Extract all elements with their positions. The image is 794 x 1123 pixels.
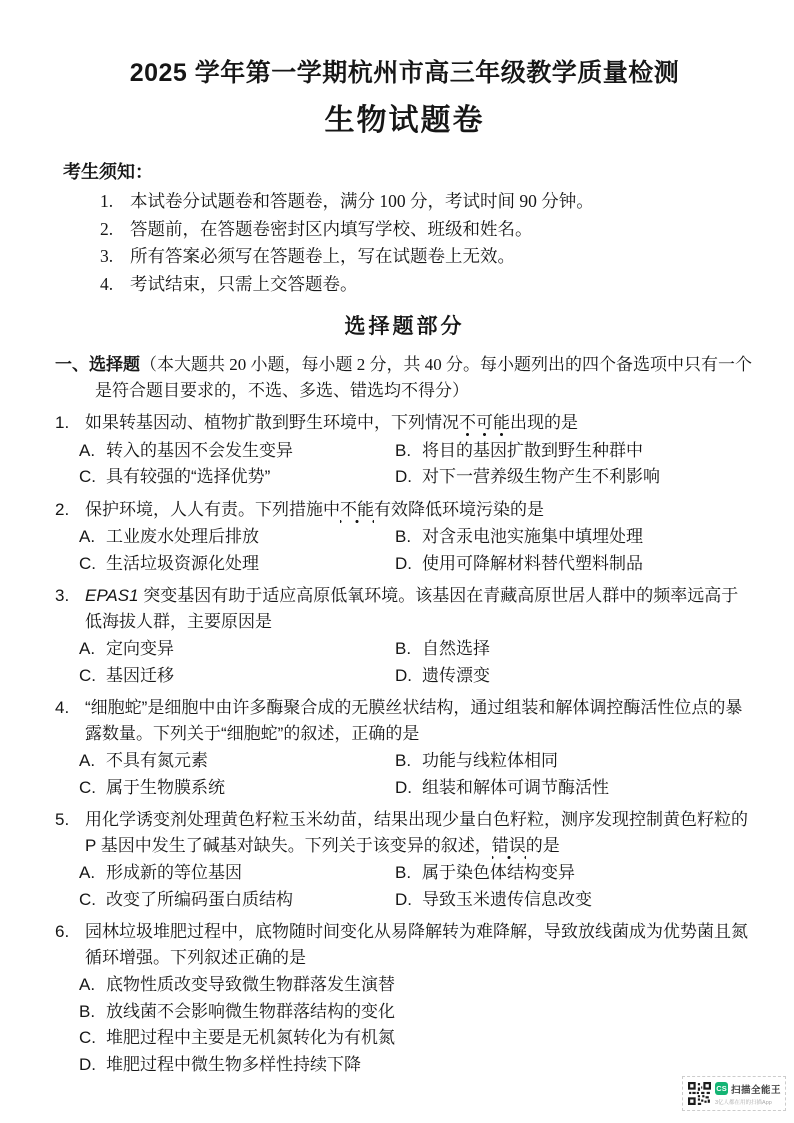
notice-item [100,188,754,216]
question [55,410,754,491]
italic-text: EPAS1 [85,586,139,605]
question-stem: 5. 用化学诱变剂处理黄色籽粒玉米幼苗，结果出现少量白色籽粒，测序发现控制黄色籽粒的 P 基因中发生了碱基对缺失。下列关于该变异的叙述，错误的是 [55,807,754,858]
option-text: 定向变异 [106,639,174,658]
question-number: 4. [55,698,70,717]
question [55,919,754,1078]
option-text: 堆肥过程中主要是无机氮转化为有机氮 [106,1028,395,1047]
option-D [395,887,754,914]
question-number: 1. [55,413,70,432]
option-B [395,524,754,551]
notice-text: 考试结束，只需上交答题卷。 [130,273,358,294]
part-instructions: （本大题共 20 小题，每小题 2 分，共 40 分。每小题列出的四个备选项中只有一个是符合题目要求的，不选、多选、错选均不得分） [95,355,752,400]
question-list [55,410,754,1078]
option-label: B. [395,440,412,460]
option-label: C. [79,777,96,797]
option-label: D. [395,665,412,685]
option-B [395,438,754,465]
option-text: 属于染色体结构变异 [422,863,575,882]
option-D [395,775,754,802]
question-stem: 6. 园林垃圾堆肥过程中，底物随时间变化从易降解转为难降解，导致放线菌成为优势菌且氮循环增强。下列叙述正确的是 [55,919,754,970]
notice-item [100,271,754,299]
watermark-text-block [715,1082,781,1106]
emphasized-text: 不能 [340,500,374,524]
notice-item [100,243,754,271]
option-text: 使用可降解材料替代塑料制品 [422,553,643,573]
option-D [395,663,754,690]
option-text: 放线菌不会影响微生物群落结构的变化 [106,1001,395,1021]
option-label: C. [79,553,96,573]
part-label: 一、选择题 [55,355,140,374]
option-label: D. [395,777,412,797]
option-text: 组装和解体可调节酶活性 [422,777,609,797]
option-label: B. [395,751,412,770]
camscanner-watermark [682,1076,786,1111]
option-D [395,464,754,491]
option-text: 堆肥过程中微生物多样性持续下降 [106,1054,361,1074]
option-C [79,464,395,491]
watermark-app-name: 扫描全能王 [731,1084,782,1096]
watermark-brand-row [715,1082,781,1096]
option-C [79,887,395,914]
option-text: 不具有氮元素 [106,751,208,770]
notice-number: 3. [100,246,114,266]
notice-text: 所有答案必须写在答题卷上，写在试题卷上无效。 [130,246,515,266]
option-A [79,748,395,775]
part-intro [55,352,754,404]
option-text: 生活垃圾资源化处理 [106,553,259,573]
notice-number: 2. [100,218,114,239]
option-label: A. [79,751,96,770]
notice-item [100,216,754,244]
option-text: 功能与线粒体相同 [422,751,558,770]
option-label: B. [395,639,412,658]
option-B [395,636,754,663]
option-label: A. [79,863,96,882]
option-text: 基因迁移 [106,665,174,685]
option-label: C. [79,889,96,909]
notice-text: 答题前，在答题卷密封区内填写学校、班级和姓名。 [130,218,533,239]
question-number: 2. [55,499,70,519]
option-D [79,1052,754,1079]
notice-list [100,188,754,298]
emphasized-text: 错误 [492,836,526,860]
option-label: C. [79,665,96,685]
option-A [79,636,395,663]
option-label: D. [395,467,412,486]
camscanner-logo: CS [715,1082,728,1095]
option-A [79,972,754,999]
option-group [79,636,754,689]
option-text: 工业废水处理后排放 [106,527,259,546]
question-stem: 2. 保护环境，人人有责。下列措施中不能有效降低环境污染的是 [55,497,754,523]
qr-code-icon [688,1082,711,1105]
question-number: 6. [55,922,70,941]
question [55,695,754,801]
notice-heading: 考生须知： [63,162,153,182]
option-C [79,1025,754,1052]
option-B [395,748,754,775]
option-text: 转入的基因不会发生变异 [106,440,293,460]
option-text: 形成新的等位基因 [106,863,242,882]
option-text: 底物性质改变导致微生物群落发生演替 [106,975,395,994]
option-group [79,972,754,1078]
option-A [79,438,395,465]
option-B [79,999,754,1026]
question-number: 3. [55,586,70,605]
notice-number: 1. [100,191,114,211]
question [55,583,754,689]
option-text: 对下一营养级生物产生不利影响 [422,467,660,486]
option-label: B. [79,1001,96,1021]
option-group [79,860,754,913]
section-heading: 选择题部分 [344,315,465,338]
question-stem: 3. EPAS1 突变基因有助于适应高原低氧环境。该基因在青藏高原世居人群中的频率远高于低海拔人群，主要原因是 [55,583,754,634]
option-B [395,860,754,887]
option-C [79,663,395,690]
option-label: D. [395,553,412,573]
option-label: A. [79,527,96,546]
question [55,807,754,913]
option-A [79,860,395,887]
option-label: D. [395,889,412,909]
page-title: 2025 学年第一学期杭州市高三年级教学质量检测 [129,59,680,87]
option-text: 属于生物膜系统 [106,777,225,797]
question-stem: 4. “细胞蛇”是细胞中由许多酶聚合成的无膜丝状结构，通过组装和解体调控酶活性位点的暴露数量。下列关于“细胞蛇”的叙述，正确的是 [55,695,754,746]
option-label: A. [79,440,96,460]
option-group [79,438,754,491]
option-C [79,775,395,802]
option-label: D. [79,1054,96,1074]
option-text: 自然选择 [422,639,490,658]
option-label: A. [79,639,96,658]
option-D [395,551,754,578]
option-C [79,551,395,578]
option-text: 具有较强的“选择优势” [106,467,271,486]
option-label: B. [395,527,412,546]
page-subtitle: 生物试题卷 [324,104,485,137]
notice-number: 4. [100,273,114,294]
question [55,497,754,578]
option-text: 改变了所编码蛋白质结构 [106,889,293,909]
option-text: 导致玉米遗传信息改变 [422,889,592,909]
option-group [79,524,754,577]
question-stem: 1. 如果转基因动、植物扩散到野生环境中，下列情况不可能出现的是 [55,410,754,436]
option-text: 遗传漂变 [422,665,490,685]
option-label: A. [79,975,96,994]
option-label: C. [79,467,96,486]
watermark-tagline: 3亿人都在用的扫描App [715,1099,772,1106]
option-text: 对含汞电池实施集中填埋处理 [422,527,643,546]
option-A [79,524,395,551]
option-label: C. [79,1028,96,1047]
option-group [79,748,754,801]
notice-text: 本试卷分试题卷和答题卷，满分 100 分，考试时间 90 分钟。 [130,191,594,211]
option-text: 将目的基因扩散到野生种群中 [422,440,643,460]
question-number: 5. [55,810,70,829]
option-label: B. [395,863,412,882]
emphasized-text: 不可能 [459,413,510,437]
